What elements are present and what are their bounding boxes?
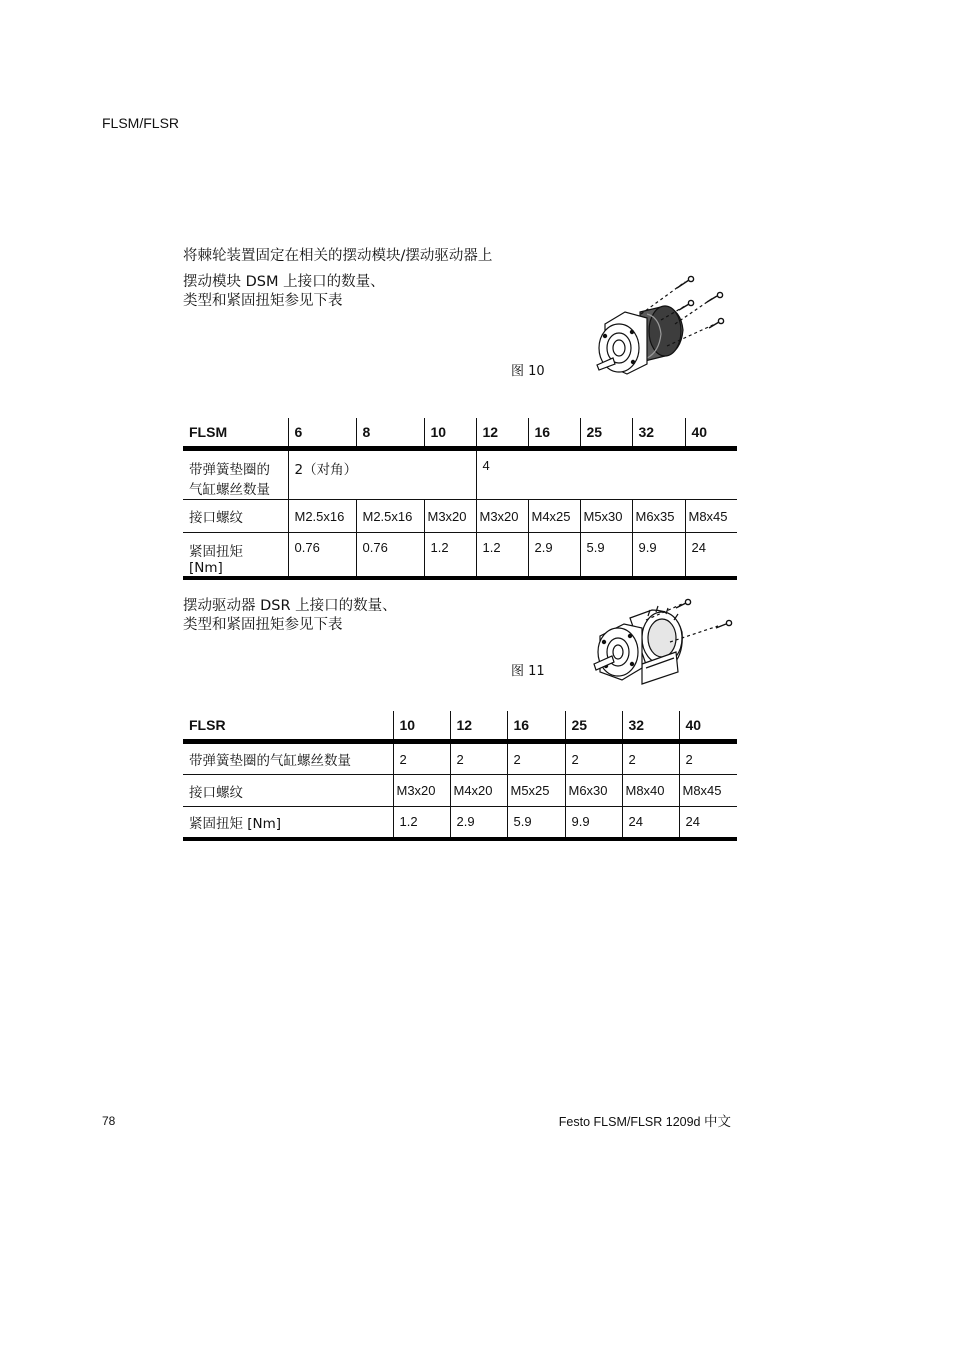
flsm-torque-label-line1: 紧固扭矩 <box>189 544 243 560</box>
flsr-torque-cell: 1.2 <box>393 807 450 839</box>
flsm-screw-count-large: 4 <box>476 449 737 500</box>
flsm-header-size: 32 <box>632 418 685 449</box>
flsm-torque-cell: 2.9 <box>528 533 580 579</box>
flsm-thread-cell: M2.5x16 <box>356 500 424 533</box>
flsr-torque-cell: 5.9 <box>507 807 565 839</box>
flsr-screw-count-cell: 2 <box>507 742 565 775</box>
flsr-thread-label: 接口螺纹 <box>183 775 393 807</box>
flsm-header-row <box>183 418 737 449</box>
flsm-screw-count-label-line1: 带弹簧垫圈的 <box>189 462 270 478</box>
flsm-thread-cell: M2.5x16 <box>288 500 356 533</box>
flsm-header-size: 40 <box>685 418 737 449</box>
flsm-header-size: 8 <box>356 418 424 449</box>
flsm-torque-row <box>183 533 737 579</box>
flsr-thread-cell: M8x40 <box>622 775 679 807</box>
dsr-description-line1: 摆动驱动器 DSR 上接口的数量、 <box>183 598 397 614</box>
flsr-header-size: 16 <box>507 711 565 742</box>
flsm-screw-count-label-line2: 气缸螺丝数量 <box>189 482 270 498</box>
flsm-header-size: 10 <box>424 418 476 449</box>
flsr-header-size: 12 <box>450 711 507 742</box>
flsm-torque-cell: 0.76 <box>356 533 424 579</box>
flsr-screw-count-cell: 2 <box>393 742 450 775</box>
flsr-thread-cell: M4x20 <box>450 775 507 807</box>
dsm-description-line1: 摆动模块 DSM 上接口的数量、 <box>183 274 385 290</box>
flsr-screw-count-row <box>183 742 737 775</box>
flsm-thread-cell: M3x20 <box>424 500 476 533</box>
flsm-spec-table <box>183 418 737 580</box>
dsr-description-line2: 类型和紧固扭矩参见下表 <box>183 617 343 633</box>
flsm-torque-cell: 1.2 <box>424 533 476 579</box>
flsm-thread-cell: M5x30 <box>580 500 632 533</box>
flsr-header-row <box>183 711 737 742</box>
running-header: FLSM/FLSR <box>102 115 180 131</box>
flsr-header-size: 25 <box>565 711 622 742</box>
flsr-screw-count-cell: 2 <box>679 742 737 775</box>
flsr-thread-cell: M3x20 <box>393 775 450 807</box>
flsr-thread-cell: M5x25 <box>507 775 565 807</box>
flsm-thread-cell: M3x20 <box>476 500 528 533</box>
flsr-header-size: 10 <box>393 711 450 742</box>
flsm-torque-cell: 0.76 <box>288 533 356 579</box>
flsr-torque-cell: 9.9 <box>565 807 622 839</box>
flsm-thread-cell: M4x25 <box>528 500 580 533</box>
flsm-torque-cell: 1.2 <box>476 533 528 579</box>
flsr-thread-row <box>183 775 737 807</box>
flsm-header-size: 6 <box>288 418 356 449</box>
flsm-torque-cell: 5.9 <box>580 533 632 579</box>
flsm-header-size: 25 <box>580 418 632 449</box>
flsr-header-size: 40 <box>679 711 737 742</box>
flsm-thread-row <box>183 500 737 533</box>
flsr-torque-cell: 24 <box>679 807 737 839</box>
flsr-thread-cell: M6x30 <box>565 775 622 807</box>
flsr-header-model: FLSR <box>183 711 393 742</box>
flsr-torque-cell: 2.9 <box>450 807 507 839</box>
flsm-thread-cell: M8x45 <box>685 500 737 533</box>
footer-language: 中文 <box>704 1114 731 1130</box>
flsr-torque-cell: 24 <box>622 807 679 839</box>
flsm-screw-count-label <box>183 449 288 500</box>
swivel-module-dsm-illustration <box>585 272 735 380</box>
flsm-thread-cell: M6x35 <box>632 500 685 533</box>
dsm-description-line2: 类型和紧固扭矩参见下表 <box>183 293 343 309</box>
dsm-description <box>183 273 385 311</box>
flsr-torque-row <box>183 807 737 839</box>
figure-11-caption: 图 11 <box>511 664 545 679</box>
flsm-header-size: 12 <box>476 418 528 449</box>
flsr-screw-count-label: 带弹簧垫圈的气缸螺丝数量 <box>183 742 393 775</box>
flsm-torque-label-line2: [Nm] <box>189 560 223 576</box>
flsr-screw-count-cell: 2 <box>565 742 622 775</box>
flsr-thread-cell: M8x45 <box>679 775 737 807</box>
flsm-torque-label <box>183 533 288 579</box>
swivel-drive-dsr-illustration <box>590 596 740 688</box>
flsr-torque-label: 紧固扭矩 [Nm] <box>183 807 393 839</box>
flsr-spec-table <box>183 711 737 841</box>
footer-doc-id: Festo FLSM/FLSR 1209d <box>558 1115 701 1129</box>
flsm-thread-label: 接口螺纹 <box>183 500 288 533</box>
flsm-header-size: 16 <box>528 418 580 449</box>
flsm-header-model: FLSM <box>183 418 288 449</box>
flsr-screw-count-cell: 2 <box>622 742 679 775</box>
flsr-screw-count-cell: 2 <box>450 742 507 775</box>
flsr-header-size: 32 <box>622 711 679 742</box>
flsm-torque-cell: 9.9 <box>632 533 685 579</box>
figure-10-caption: 图 10 <box>511 364 545 379</box>
section-heading: 将棘轮装置固定在相关的摆动模块/摆动驱动器上 <box>183 248 493 264</box>
flsm-screw-count-row <box>183 449 737 500</box>
flsm-torque-cell: 24 <box>685 533 737 579</box>
flsm-screw-count-small: 2（对角） <box>288 449 476 500</box>
page-number: 78 <box>102 1114 116 1128</box>
dsr-description <box>183 597 397 635</box>
footer-document-id <box>559 1110 731 1130</box>
